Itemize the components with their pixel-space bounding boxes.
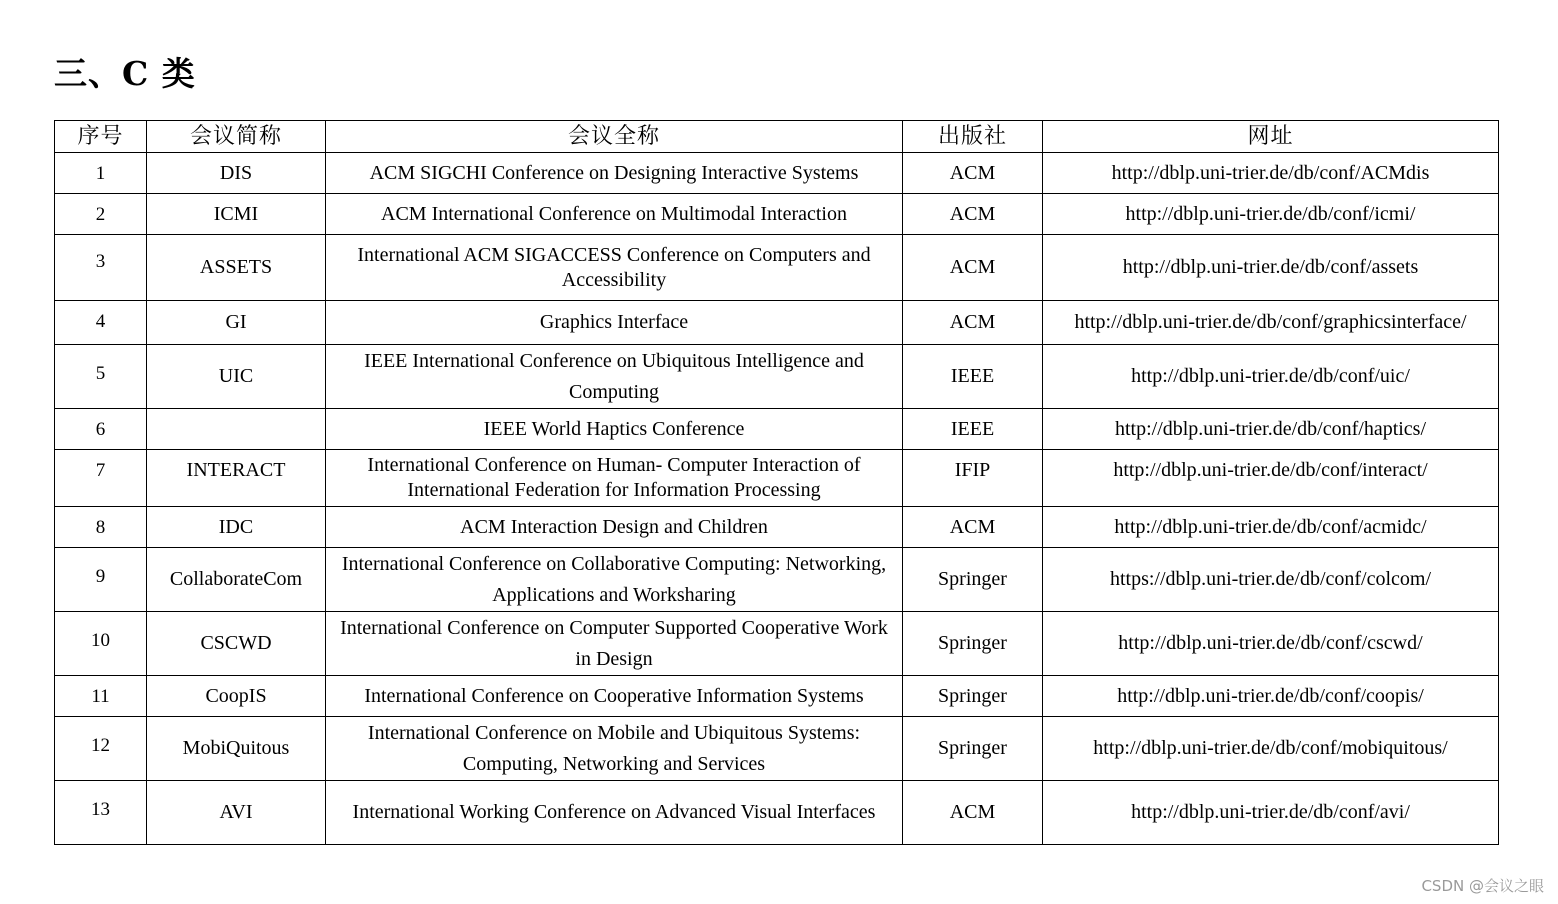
row-abbr: UIC bbox=[147, 345, 326, 409]
table-row bbox=[55, 717, 1499, 781]
row-publisher: ACM bbox=[903, 194, 1043, 235]
row-abbr: DIS bbox=[147, 153, 326, 194]
row-url[interactable]: http://dblp.uni-trier.de/db/conf/uic/ bbox=[1043, 345, 1499, 409]
row-abbr: AVI bbox=[147, 781, 326, 845]
row-fullname: International Conference on Collaborative Computing: Networking, Applications and Worksharing bbox=[326, 548, 903, 612]
row-index: 8 bbox=[55, 507, 147, 548]
row-url[interactable]: http://dblp.uni-trier.de/db/conf/interact/ bbox=[1043, 450, 1499, 507]
row-url[interactable]: http://dblp.uni-trier.de/db/conf/ACMdis bbox=[1043, 153, 1499, 194]
row-publisher: Springer bbox=[903, 612, 1043, 676]
table-row bbox=[55, 450, 1499, 507]
row-fullname: International Conference on Computer Supported Cooperative Work in Design bbox=[326, 612, 903, 676]
row-abbr: ASSETS bbox=[147, 235, 326, 301]
row-abbr: CSCWD bbox=[147, 612, 326, 676]
row-index: 12 bbox=[55, 717, 147, 781]
watermark: CSDN @会议之眼 bbox=[1421, 877, 1544, 895]
row-url[interactable]: http://dblp.uni-trier.de/db/conf/avi/ bbox=[1043, 781, 1499, 845]
row-fullname: ACM International Conference on Multimodal Interaction bbox=[326, 194, 903, 235]
row-abbr bbox=[147, 409, 326, 450]
row-index: 7 bbox=[55, 450, 147, 507]
row-url[interactable]: http://dblp.uni-trier.de/db/conf/graphicsinterface/ bbox=[1043, 301, 1499, 345]
row-url[interactable]: https://dblp.uni-trier.de/db/conf/colcom/ bbox=[1043, 548, 1499, 612]
row-fullname: International Conference on Mobile and Ubiquitous Systems: Computing, Networking and Services bbox=[326, 717, 903, 781]
row-publisher: IEEE bbox=[903, 345, 1043, 409]
table-row bbox=[55, 345, 1499, 409]
row-index: 1 bbox=[55, 153, 147, 194]
row-url[interactable]: http://dblp.uni-trier.de/db/conf/assets bbox=[1043, 235, 1499, 301]
section-heading: 三、C 类 bbox=[54, 54, 196, 93]
row-abbr: MobiQuitous bbox=[147, 717, 326, 781]
table-row bbox=[55, 676, 1499, 717]
row-index: 10 bbox=[55, 612, 147, 676]
conference-table bbox=[54, 120, 1499, 845]
row-abbr: CollaborateCom bbox=[147, 548, 326, 612]
table-row bbox=[55, 301, 1499, 345]
row-abbr: IDC bbox=[147, 507, 326, 548]
row-publisher: IFIP bbox=[903, 450, 1043, 507]
row-index: 9 bbox=[55, 548, 147, 612]
row-publisher: ACM bbox=[903, 235, 1043, 301]
row-url[interactable]: http://dblp.uni-trier.de/db/conf/mobiquitous/ bbox=[1043, 717, 1499, 781]
row-publisher: Springer bbox=[903, 676, 1043, 717]
row-publisher: ACM bbox=[903, 301, 1043, 345]
row-publisher: ACM bbox=[903, 781, 1043, 845]
row-url[interactable]: http://dblp.uni-trier.de/db/conf/acmidc/ bbox=[1043, 507, 1499, 548]
header-index: 序号 bbox=[55, 121, 147, 153]
table-row bbox=[55, 781, 1499, 845]
table-row bbox=[55, 548, 1499, 612]
row-index: 13 bbox=[55, 781, 147, 845]
row-abbr: CoopIS bbox=[147, 676, 326, 717]
row-index: 5 bbox=[55, 345, 147, 409]
row-abbr: ICMI bbox=[147, 194, 326, 235]
row-index: 6 bbox=[55, 409, 147, 450]
row-fullname: ACM Interaction Design and Children bbox=[326, 507, 903, 548]
row-publisher: ACM bbox=[903, 153, 1043, 194]
row-fullname: International Conference on Cooperative Information Systems bbox=[326, 676, 903, 717]
row-fullname: Graphics Interface bbox=[326, 301, 903, 345]
row-publisher: ACM bbox=[903, 507, 1043, 548]
table-row bbox=[55, 612, 1499, 676]
row-publisher: Springer bbox=[903, 548, 1043, 612]
row-publisher: IEEE bbox=[903, 409, 1043, 450]
table-row bbox=[55, 507, 1499, 548]
row-url[interactable]: http://dblp.uni-trier.de/db/conf/haptics/ bbox=[1043, 409, 1499, 450]
row-fullname: International Conference on Human- Computer Interaction of International Federation for Information Processing bbox=[326, 450, 903, 507]
row-index: 2 bbox=[55, 194, 147, 235]
row-url[interactable]: http://dblp.uni-trier.de/db/conf/coopis/ bbox=[1043, 676, 1499, 717]
row-abbr: INTERACT bbox=[147, 450, 326, 507]
row-fullname: IEEE International Conference on Ubiquitous Intelligence and Computing bbox=[326, 345, 903, 409]
row-fullname: International ACM SIGACCESS Conference on Computers and Accessibility bbox=[326, 235, 903, 301]
row-index: 3 bbox=[55, 235, 147, 301]
header-fullname: 会议全称 bbox=[326, 121, 903, 153]
row-url[interactable]: http://dblp.uni-trier.de/db/conf/cscwd/ bbox=[1043, 612, 1499, 676]
row-url[interactable]: http://dblp.uni-trier.de/db/conf/icmi/ bbox=[1043, 194, 1499, 235]
row-fullname: International Working Conference on Advanced Visual Interfaces bbox=[326, 781, 903, 845]
table-row bbox=[55, 194, 1499, 235]
table-row bbox=[55, 235, 1499, 301]
row-index: 11 bbox=[55, 676, 147, 717]
table-row bbox=[55, 409, 1499, 450]
row-index: 4 bbox=[55, 301, 147, 345]
row-fullname: ACM SIGCHI Conference on Designing Interactive Systems bbox=[326, 153, 903, 194]
table-row bbox=[55, 153, 1499, 194]
header-publisher: 出版社 bbox=[903, 121, 1043, 153]
table-header-row bbox=[55, 121, 1499, 153]
table-body bbox=[55, 153, 1499, 845]
row-fullname: IEEE World Haptics Conference bbox=[326, 409, 903, 450]
row-publisher: Springer bbox=[903, 717, 1043, 781]
header-abbr: 会议简称 bbox=[147, 121, 326, 153]
row-abbr: GI bbox=[147, 301, 326, 345]
header-url: 网址 bbox=[1043, 121, 1499, 153]
